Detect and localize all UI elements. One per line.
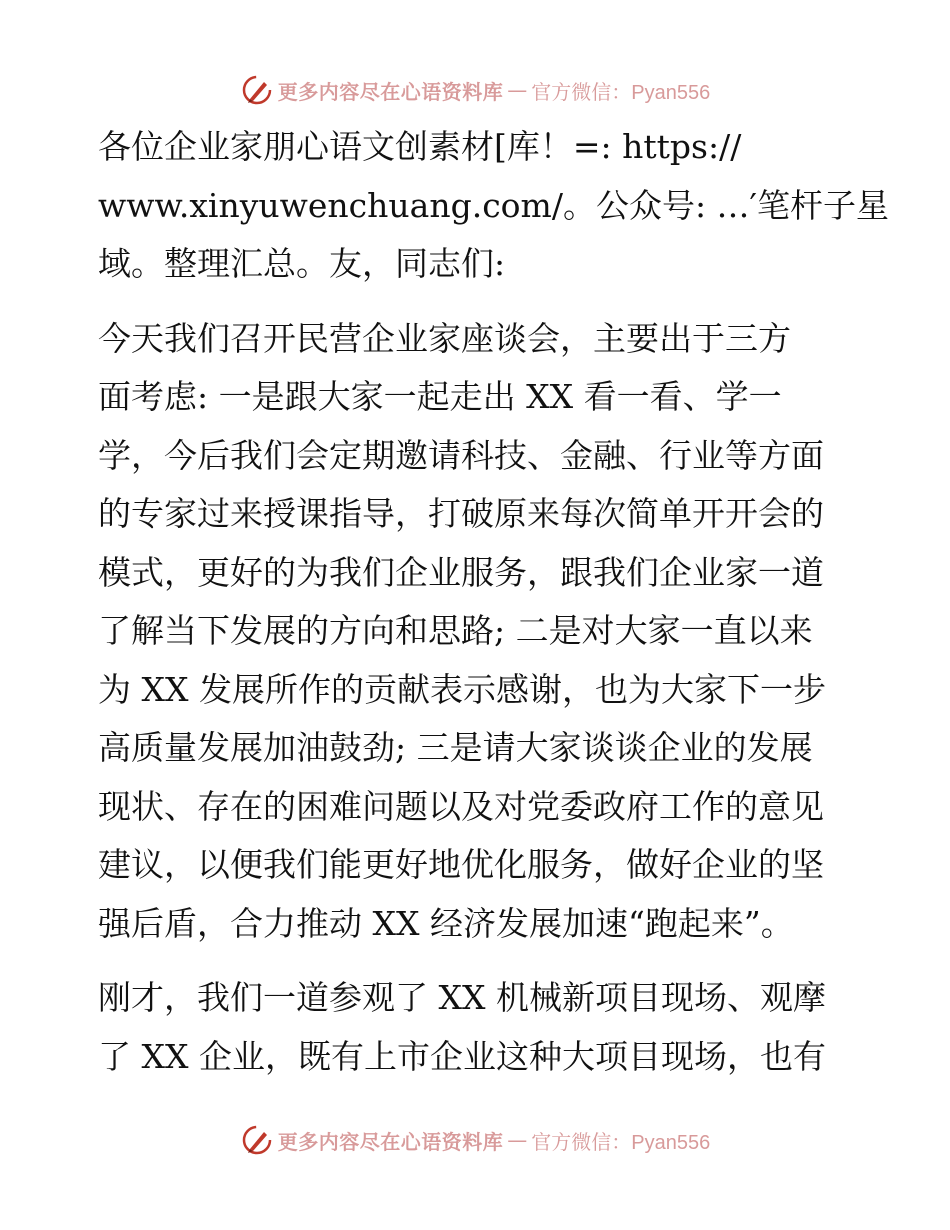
banner-separator: — <box>507 1128 528 1152</box>
banner-contact: 官方微信：Pyan556 <box>531 81 711 104</box>
text-line: 为 XX 发展所作的贡献表示感谢，也为大家下一步 <box>98 669 826 709</box>
text-line: 现状、存在的困难问题以及对党委政府工作的意见 <box>98 786 824 826</box>
paragraph-1 <box>98 118 890 294</box>
text-line: www.xinyuwenchuang.com/。公众号: …′笔杆子星 <box>98 185 890 225</box>
text-line: 建议，以便我们能更好地优化服务，做好企业的坚 <box>98 845 824 884</box>
banner-text: 更多内容尽在心语资料库 <box>277 79 504 104</box>
header-banner <box>0 72 950 108</box>
text-line: 今天我们召开民营企业家座谈会，主要出于三方 <box>98 318 791 358</box>
text-line: 学，今后我们会定期邀请科技、金融、行业等方面 <box>98 435 824 475</box>
paragraph-3 <box>98 969 858 1086</box>
text-line: 了解当下发展的方向和思路; 二是对大家一直以来 <box>98 611 813 650</box>
text-line: 高质量发展加油鼓劲; 三是请大家谈谈企业的发展 <box>98 728 813 767</box>
text-line: 各位企业家朋心语文创素材[库！=: https:// <box>98 127 742 166</box>
text-line: 域。整理汇总。友，同志们: <box>98 244 506 283</box>
pen-logo-icon <box>240 73 274 107</box>
text-line: 刚才，我们一道参观了 XX 机械新项目现场、观摩 <box>98 978 826 1017</box>
text-line: 了 XX 企业，既有上市企业这种大项目现场，也有 <box>98 1036 826 1076</box>
text-line: 强后盾，合力推动 XX 经济发展加速“跑起来”。 <box>98 903 794 943</box>
banner-text: 更多内容尽在心语资料库 <box>277 1129 504 1154</box>
text-line: 的专家过来授课指导，打破原来每次简单开开会的 <box>98 494 824 533</box>
footer-banner <box>0 1122 950 1158</box>
pen-logo-icon <box>240 1123 274 1157</box>
banner-separator: — <box>507 78 528 102</box>
text-line: 面考虑: 一是跟大家一起走出 XX 看一看、学一 <box>98 377 782 416</box>
banner-contact: 官方微信：Pyan556 <box>531 1131 711 1154</box>
paragraph-2 <box>98 310 858 954</box>
document-body <box>98 118 890 1102</box>
text-line: 模式，更好的为我们企业服务，跟我们企业家一道 <box>98 552 824 592</box>
